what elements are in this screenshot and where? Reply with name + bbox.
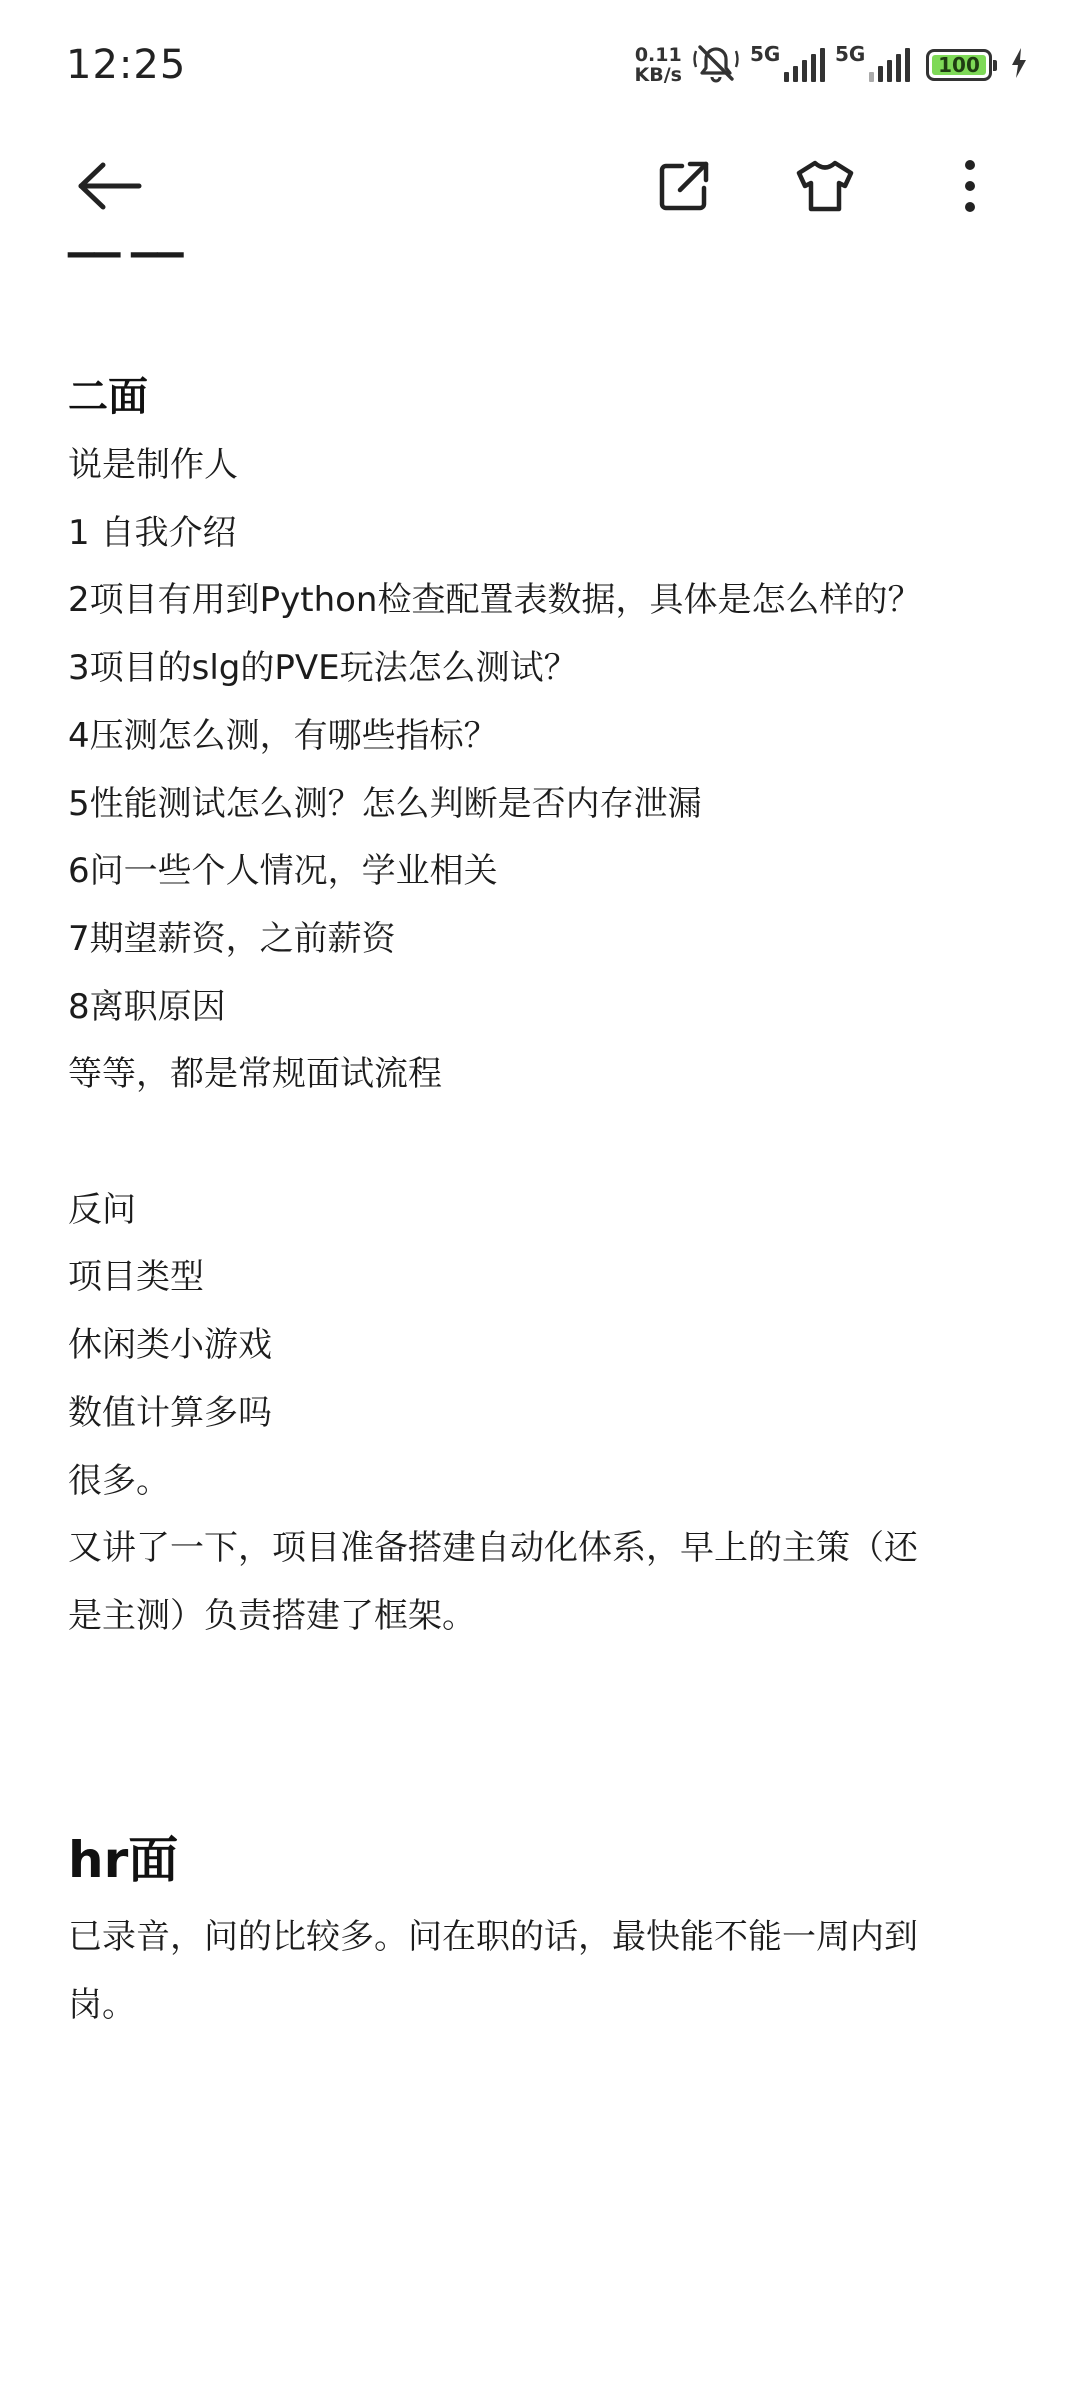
network-speed-value: 0.11 [634,44,682,66]
note-line: 反问 [68,1189,136,1230]
note-line: 等等，都是常规面试流程 [68,1054,442,1095]
clipped-previous-line: ▁▁ ▁▁ [68,218,184,258]
note-line: 很多。 [68,1460,170,1501]
more-options-button[interactable] [922,138,1018,234]
signal-icon [784,48,825,82]
note-line: 岗。 [68,1984,136,2025]
note-line: 说是制作人 [68,445,238,485]
note-line: 已录音，问的比较多。问在职的话，最快能不能一周内到 [68,1917,918,1958]
note-line: 5性能测试怎么测？怎么判断是否内存泄漏 [68,783,702,824]
section-body [68,1904,1012,2039]
note-line: 6问一些个人情况，学业相关 [68,851,498,892]
note-line: 1 自我介绍 [68,512,237,553]
more-vertical-icon [962,158,978,214]
tshirt-theme-icon [795,158,855,214]
status-bar [0,0,1080,130]
network-speed [635,45,682,85]
blank-line [68,1718,1012,1786]
status-time: 12:25 [66,42,187,88]
sim1-network-type: 5G [750,42,781,66]
note-line: 2项目有用到Python检查配置表数据，具体是怎么样的？ [68,580,922,621]
note-body[interactable] [68,218,1012,2039]
note-line: 休闲类小游戏 [68,1325,272,1366]
note-line: 是主测）负责搭建了框架。 [68,1595,476,1636]
note-line: 8离职原因 [68,986,226,1027]
blank-line [68,1651,1012,1719]
signal-icon [869,48,910,82]
charging-icon [1010,47,1028,83]
note-line: 3项目的slg的PVE玩法怎么测试？ [68,648,578,689]
note-line: 7期望薪资，之前薪资 [68,918,396,959]
section-heading: hr面 [68,1831,179,1890]
note-line: 数值计算多吗 [68,1392,272,1433]
sim2-network-type: 5G [835,42,866,66]
share-external-icon [656,158,712,214]
section-heading: 二面 [68,374,148,420]
signal-sim1 [750,42,825,82]
network-speed-unit: KB/s [634,64,682,86]
mute-icon [692,41,740,89]
note-line: 又讲了一下，项目准备搭建自动化体系，早上的主策（还 [68,1528,918,1569]
status-indicators [635,41,1028,89]
theme-button[interactable] [777,138,873,234]
share-button[interactable] [636,138,732,234]
battery-icon [926,49,992,81]
blank-line [68,1109,1012,1177]
note-line: 4压测怎么测，有哪些指标？ [68,715,498,756]
note-line: 项目类型 [68,1257,204,1298]
signal-sim2 [835,42,910,82]
battery-level: 100 [932,55,986,75]
section-body [68,432,1012,1786]
back-arrow-icon [77,162,143,210]
